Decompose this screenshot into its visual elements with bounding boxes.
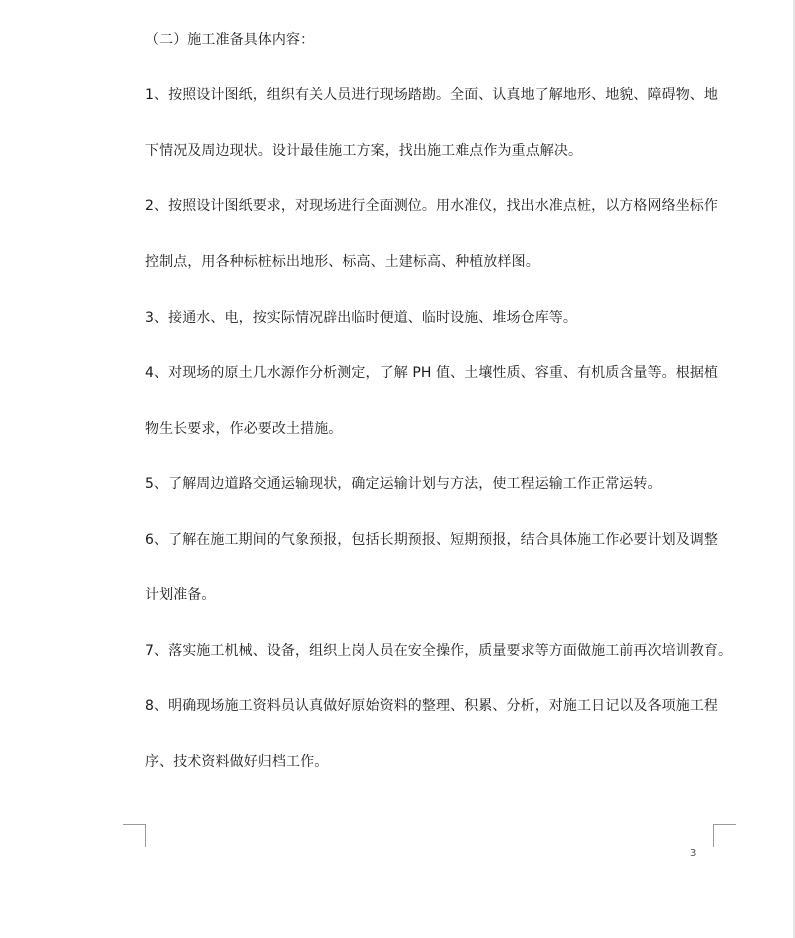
paragraph-line: 6、了解在施工期间的气象预报，包括长期预报、短期预报，结合具体施工作必要计划及调整: [145, 532, 719, 548]
paragraph-line: 1、按照设计图纸，组织有关人员进行现场踏勘。全面、认真地了解地形、地貌、障碍物、地: [145, 87, 719, 103]
margin-corner-mark-right: [713, 824, 736, 847]
paragraph-line: 7、落实施工机械、设备，组织上岗人员在安全操作，质量要求等方面做施工前再次培训教育。: [145, 643, 733, 659]
paragraph-line: 计划准备。: [145, 587, 216, 603]
paragraph-line: 3、接通水、电，按实际情况辟出临时便道、临时设施、堆场仓库等。: [145, 310, 578, 326]
section-heading: （二）施工准备具体内容：: [145, 32, 315, 48]
paragraph-line: 序、技术资料做好归档工作。: [145, 754, 329, 770]
paragraph-line: 2、按照设计图纸要求，对现场进行全面测位。用水准仪，找出水准点桩，以方格网络坐标作: [145, 198, 719, 214]
page-number: 3: [690, 848, 697, 859]
margin-corner-mark-left: [123, 824, 146, 847]
paragraph-line: 4、对现场的原土几水源作分析测定，了解 PH 值、土壤性质、容重、有机质含量等。根据植: [145, 365, 719, 381]
paragraph-line: 8、明确现场施工资料员认真做好原始资料的整理、积累、分析，对施工日记以及各项施工程: [145, 698, 719, 714]
paragraph-line: 物生长要求，作必要改土措施。: [145, 421, 343, 437]
paragraph-line: 5、了解周边道路交通运输现状，确定运输计划与方法，使工程运输工作正常运转。: [145, 476, 662, 492]
paragraph-line: 下情况及周边现状。设计最佳施工方案，找出施工难点作为重点解决。: [145, 143, 583, 159]
paragraph-line: 控制点，用各种标桩标出地形、标高、土建标高、种植放样图。: [145, 254, 540, 270]
